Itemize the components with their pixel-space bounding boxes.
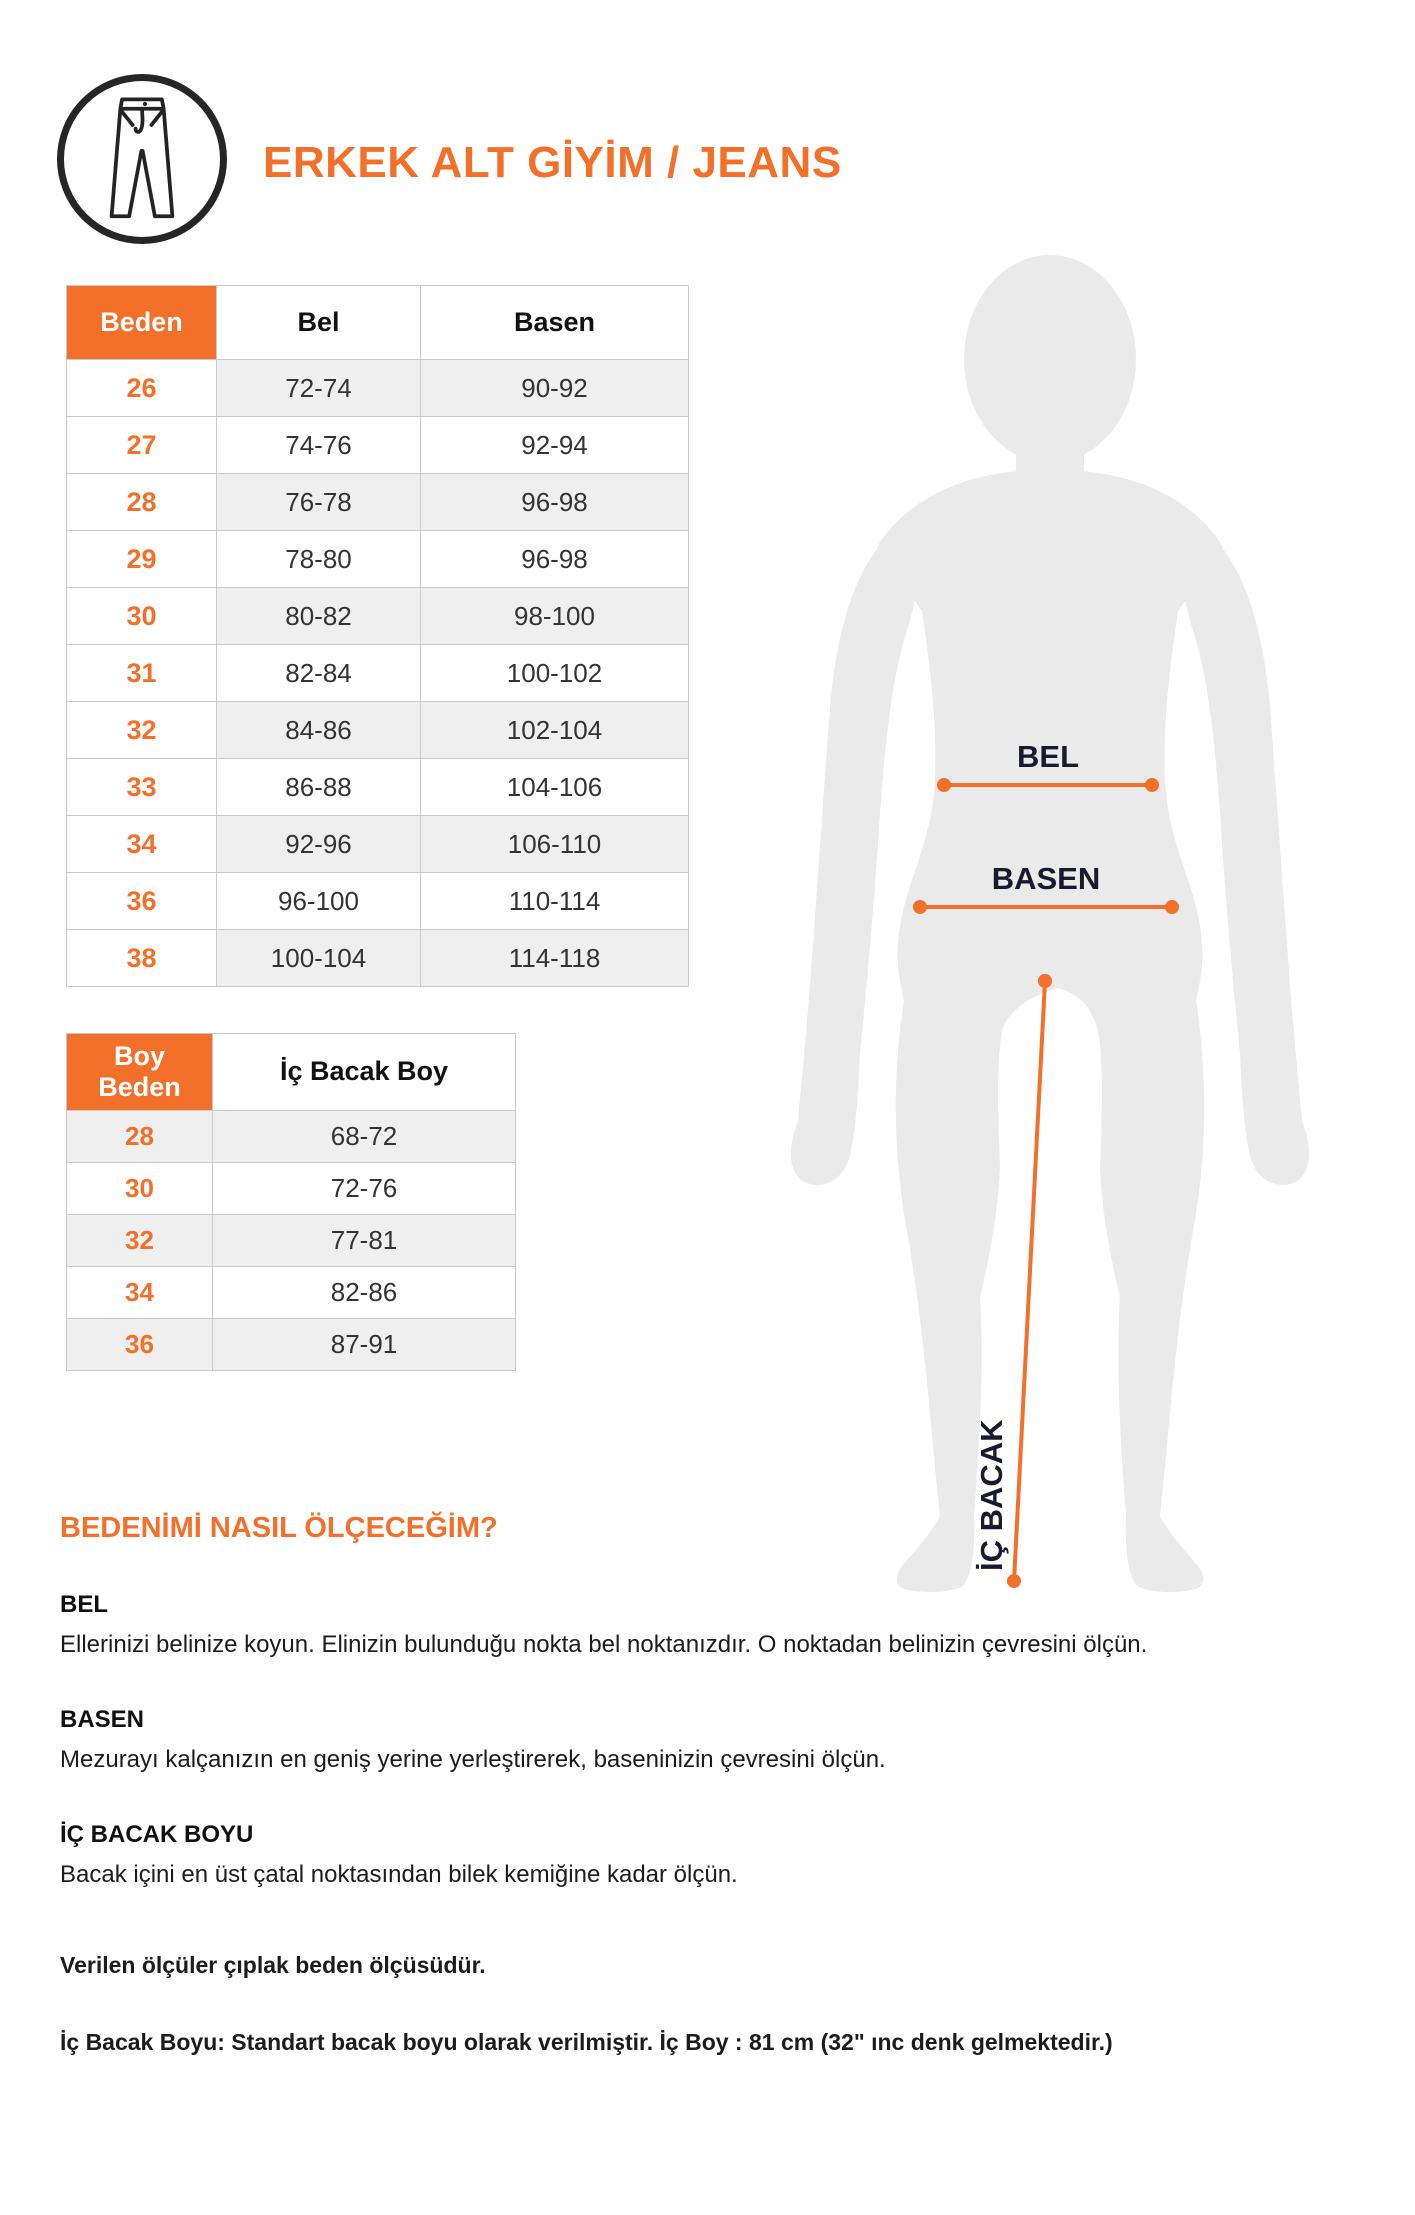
table-cell: 100-102 [421, 645, 689, 702]
length-table-body [67, 1111, 516, 1371]
table-cell: 92-96 [217, 816, 421, 873]
body-silhouette [780, 255, 1400, 1605]
basen-label: BASEN [991, 861, 1101, 896]
bel-instructions: Ellerinizi belinize koyun. Elinizin bulunduğu nokta bel noktanızdır. O noktadan belinizin çevresini ölçün. [60, 1631, 1148, 1658]
table-row [67, 588, 689, 645]
table-cell: 68-72 [213, 1111, 516, 1163]
note-inseam-standard: İç Bacak Boyu: Standart bacak boyu olarak verilmiştir. İç Boy : 81 cm (32" ınc denk gelmektedir.) [60, 2029, 1113, 2056]
table-row [67, 1215, 516, 1267]
ic-bacak-label: İÇ BACAK [974, 1419, 1009, 1571]
table-cell: 96-100 [217, 873, 421, 930]
table-cell: 34 [67, 816, 217, 873]
table-row [67, 873, 689, 930]
table-cell: 102-104 [421, 702, 689, 759]
table-cell: 30 [67, 1163, 213, 1215]
size-table-col-bel: Bel [217, 286, 421, 360]
table-cell: 34 [67, 1267, 213, 1319]
bel-dot-right [1145, 778, 1159, 792]
table-row [67, 702, 689, 759]
table-row [67, 360, 689, 417]
table-cell: 77-81 [213, 1215, 516, 1267]
how-to-title: BEDENİMİ NASIL ÖLÇECEĞİM? [60, 1512, 498, 1544]
table-cell: 78-80 [217, 531, 421, 588]
table-row [67, 417, 689, 474]
bel-dot-left [937, 778, 951, 792]
table-cell: 72-76 [213, 1163, 516, 1215]
table-row [67, 1267, 516, 1319]
table-cell: 82-86 [213, 1267, 516, 1319]
ic-bacak-boyu-instructions: Bacak içini en üst çatal noktasından bilek kemiğine kadar ölçün. [60, 1861, 738, 1889]
table-cell: 30 [67, 588, 217, 645]
length-table-col-ic-bacak-boy: İç Bacak Boy [213, 1034, 516, 1111]
size-table [66, 285, 689, 987]
table-cell: 96-98 [421, 531, 689, 588]
table-row [67, 816, 689, 873]
size-table-header-row [67, 286, 689, 360]
table-cell: 33 [67, 759, 217, 816]
silhouette-torso-legs [877, 471, 1223, 1592]
table-row [67, 1163, 516, 1215]
table-cell: 86-88 [217, 759, 421, 816]
table-cell: 100-104 [217, 930, 421, 987]
table-cell: 87-91 [213, 1319, 516, 1371]
ic-bacak-measure-line [1014, 981, 1045, 1581]
table-row [67, 1111, 516, 1163]
ic-bacak-dot-top [1038, 974, 1052, 988]
table-cell: 82-84 [217, 645, 421, 702]
basen-heading: BASEN [60, 1706, 145, 1734]
jeans-icon-glyph [83, 90, 201, 228]
length-table [66, 1033, 516, 1371]
bel-heading: BEL [60, 1591, 108, 1618]
table-row [67, 930, 689, 987]
table-row [67, 759, 689, 816]
basen-instructions: Mezurayı kalçanızın en geniş yerine yerleştirerek, baseninizin çevresini ölçün. [60, 1746, 886, 1774]
ic-bacak-boyu-heading: İÇ BACAK BOYU [60, 1821, 254, 1849]
table-cell: 90-92 [421, 360, 689, 417]
length-table-col-boy-beden: Boy Beden [67, 1034, 213, 1111]
table-cell: 28 [67, 474, 217, 531]
table-cell: 92-94 [421, 417, 689, 474]
page-title: ERKEK ALT GİYİM / JEANS [263, 138, 842, 187]
table-cell: 76-78 [217, 474, 421, 531]
note-naked-measurements: Verilen ölçüler çıplak beden ölçüsüdür. [60, 1951, 486, 1978]
size-table-col-basen: Basen [421, 286, 689, 360]
table-cell: 96-98 [421, 474, 689, 531]
table-cell: 110-114 [421, 873, 689, 930]
size-table-body [67, 360, 689, 987]
table-cell: 72-74 [217, 360, 421, 417]
table-cell: 114-118 [421, 930, 689, 987]
basen-dot-left [913, 900, 927, 914]
table-cell: 38 [67, 930, 217, 987]
table-cell: 74-76 [217, 417, 421, 474]
table-row [67, 1319, 516, 1371]
table-cell: 36 [67, 873, 217, 930]
table-cell: 27 [67, 417, 217, 474]
table-cell: 26 [67, 360, 217, 417]
body-figure [780, 255, 1400, 1605]
jeans-icon [57, 74, 227, 244]
table-cell: 98-100 [421, 588, 689, 645]
table-cell: 32 [67, 702, 217, 759]
table-cell: 84-86 [217, 702, 421, 759]
table-row [67, 531, 689, 588]
table-cell: 80-82 [217, 588, 421, 645]
table-row [67, 645, 689, 702]
size-table-col-beden: Beden [67, 286, 217, 360]
bel-label: BEL [1017, 739, 1079, 774]
table-cell: 31 [67, 645, 217, 702]
how-to-measure-section [60, 1512, 1380, 2058]
basen-dot-right [1165, 900, 1179, 914]
table-row [67, 474, 689, 531]
table-cell: 28 [67, 1111, 213, 1163]
table-cell: 36 [67, 1319, 213, 1371]
table-cell: 29 [67, 531, 217, 588]
table-cell: 106-110 [421, 816, 689, 873]
table-cell: 104-106 [421, 759, 689, 816]
length-table-header-row [67, 1034, 516, 1111]
table-cell: 32 [67, 1215, 213, 1267]
